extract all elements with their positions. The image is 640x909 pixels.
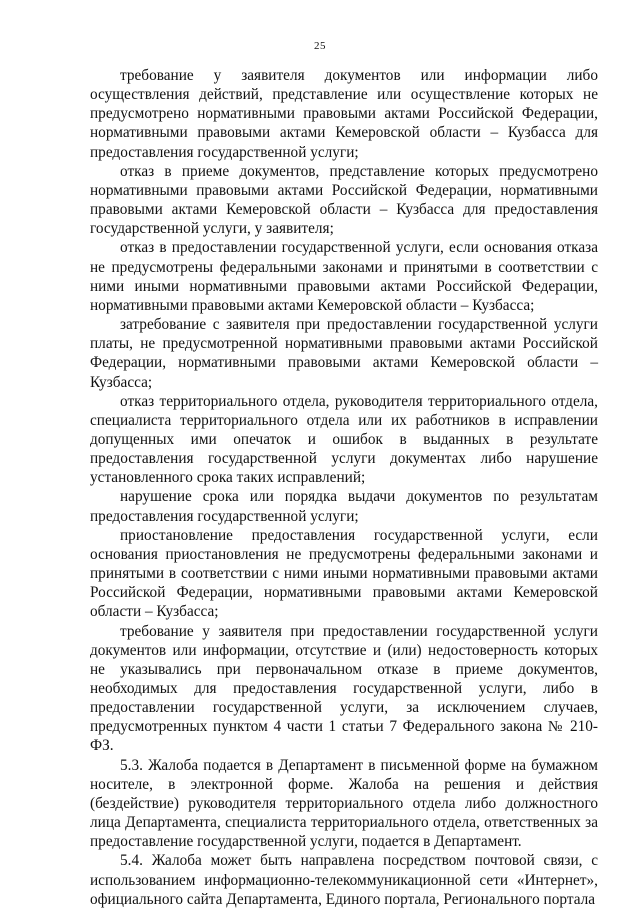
paragraph-5-4: 5.4. Жалоба может быть направлена посредством почтовой связи, с использованием информационно-телекоммуникационной сети «Интернет», официального сайта Департамента, Единого портала, Регионального портала <box>90 852 598 908</box>
paragraph-demand-payment: затребование с заявителя при предоставлении государственной услуги платы, не предусмотренной нормативными правовыми актами Российской Федерации, нормативными правовыми актами Кемеровской области – Кузбасса; <box>90 316 598 391</box>
document-body <box>90 66 598 909</box>
paragraph-suspension: приостановление предоставления государственной услуги, если основания приостановления не предусмотрены федеральными законами и принятыми в соответствии с ними иными нормативными правовыми актами Российской Федерации, нормативными правовыми актами Кемеровской области – Кузбасса; <box>90 526 598 621</box>
paragraph-5-3: 5.3. Жалоба подается в Департамент в письменной форме на бумажном носителе, в электронной форме. Жалоба на решения и действия (бездействие) руководителя территориального отдела либо должностного лица Департамента, специалиста территориального отдела, ответственных за предоставление государственной услуги, подается в Департамент. <box>90 756 598 851</box>
paragraph-refusal-service: отказ в предоставлении государственной услуги, если основания отказа не предусмотрены федеральными законами и принятыми в соответствии с ними иными нормативными правовыми актами Российской Федерации, нормативными правовыми актами Кемеровской области – Кузбасса; <box>90 239 598 314</box>
page-number: 25 <box>314 40 326 52</box>
paragraph-requirement-information: требование у заявителя при предоставлении государственной услуги документов или информации, отсутствие и (или) недостоверность которых не указывались при первоначальном отказе в приеме документов, необходимых для предоставления государственной услуги, либо в предоставлении государственной услуги, за исключением случаев, предусмотренных пунктом 4 части 1 статьи 7 Федерального закона № 210-ФЗ. <box>90 622 598 755</box>
paragraph-requirement-documents: требование у заявителя документов или информации либо осуществления действий, представление или осуществление которых не предусмотрено нормативными правовыми актами Российской Федерации, нормативными правовыми актами Кемеровской области – Кузбасса для предоставления государственной услуги; <box>90 67 598 161</box>
paragraph-delivery-violation: нарушение срока или порядка выдачи документов по результатам предоставления государственной услуги; <box>90 488 598 525</box>
paragraph-refusal-corrections: отказ территориального отдела, руководителя территориального отдела, специалиста территориального отдела или их работников в исправлении допущенных ими опечаток и ошибок в выданных в результате предоставления государственной услуги документах либо нарушение установленного срока таких исправлений; <box>90 392 598 487</box>
paragraph-refusal-acceptance: отказ в приеме документов, представление которых предусмотрено нормативными правовыми актами Российской Федерации, нормативными правовыми актами Кемеровской области – Кузбасса для предоставления государственной услуги, у заявителя; <box>90 162 598 238</box>
